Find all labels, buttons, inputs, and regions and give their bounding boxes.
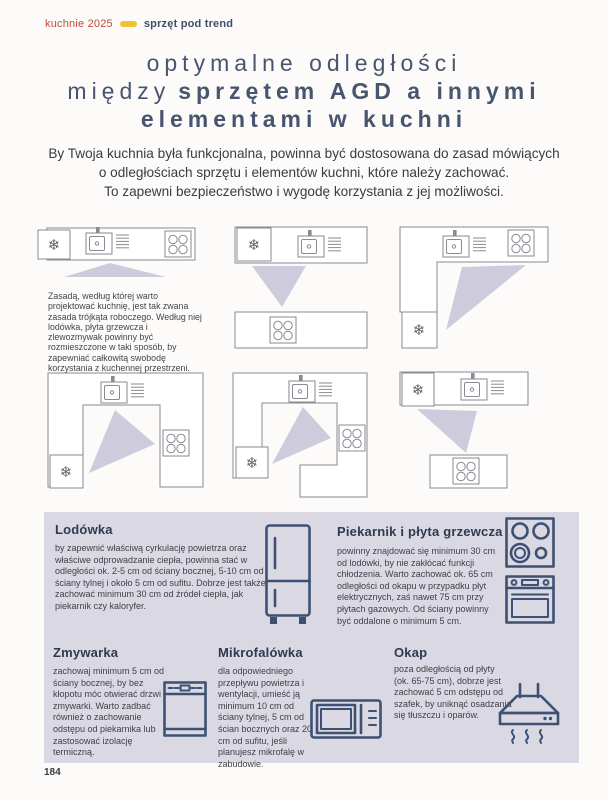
section-label: sprzęt pod trend [143,18,234,30]
diagram-l-shaped-kitchen [400,227,548,348]
fridge-symbol [50,455,83,488]
microwave-section-title: Mikrofalówka [218,645,303,660]
fridge-symbol [237,228,271,261]
microwave-icon [310,699,382,744]
title-line-2-bold: sprzętem AGD a innymi [178,78,541,104]
dishwasher-section-title: Zmywarka [53,645,119,660]
fridge-icon [265,524,311,631]
appliance-info-panel [44,512,579,769]
hob-icon [339,425,365,451]
hob-icon [270,317,296,343]
oven-hob-section-title: Piekarnik i płyta grzewcza [337,524,503,539]
page-number: 184 [44,767,61,778]
work-triangle [64,263,166,277]
fridge-symbol [38,230,70,259]
snowflake-icon: ❄ [59,463,73,481]
title-line-3: elementami w kuchni [140,106,468,132]
diagram-galley-kitchen [235,227,367,348]
diagram-single-wall-kitchen [38,227,195,277]
dishwasher-icon [163,681,207,744]
intro-paragraph [34,144,574,201]
hob-icon [163,430,189,456]
hood-section-text: poza odległością od płyty (ok. 65-75 cm), dobrze jest zachować 5 cm odstępu od szafek, by uniknąć osadzania się tłuszczu i oparów. [394,664,512,721]
hob-icon [508,230,534,256]
hob-icon [165,231,191,257]
dishwasher-section-text: zachowaj minimum 5 cm od ściany bocznej, by bez kłopotu móc otwierać drzwi zmywarki. Warto zadbać również o zachowanie odstępu od piekarnika lub zastosować izolację termiczną. [53,666,165,758]
snowflake-icon: ❄ [47,236,61,254]
diagram-u-shaped-kitchen [48,373,203,488]
work-triangle [446,265,526,330]
page-title [0,49,608,133]
snowflake-icon: ❄ [412,321,426,339]
diagram-island-kitchen [400,372,528,488]
intro-line-2: o odległościach sprzętu i elementów kuchni, które należy zachować. [98,165,510,180]
fridge-symbol [236,447,268,478]
hob-icon [453,458,479,484]
page-header [45,18,233,30]
oven-hob-section-text: powinny znajdować się minimum 30 cm od lodówki, by nie zakłócać funkcji chłodzenia. Warto zachować ok. 65 cm odległości od okapu w przypadku płyt elektrycznych, zaś nawet 75 cm przy płytach gazowych. Od ściany powinny być oddalone o minimum 5 cm. [337,546,496,626]
diagram-g-shaped-kitchen [233,373,367,497]
intro-line-3: To zapewni bezpieczeństwo i wygodę korzystania z jej możliwości. [104,184,504,199]
work-triangle [417,409,477,453]
snowflake-icon: ❄ [245,454,259,472]
hood-icon [498,682,560,749]
work-triangle [272,407,331,464]
work-triangle-note: Zasadą, według której warto projektować kuchnię, jest tak zwana zasada trójkąta roboczego. Według niej lodówka, płyta grzewcza i zlewozmywak powinny być rozmieszczone w taki sposób, by zapewniać całkowitą swobodę korzystania z kuchennej przestrzeni. [48,291,202,374]
microwave-section-text: dla odpowiedniego przepływu powietrza i wentylacji, umieść ją minimum 10 cm od ściany tylnej, 5 cm od ścian bocznych oraz 20 cm od sufitu, jeśli planujesz mikrofalę w zabudowie. [218,666,313,769]
title-line-2 [0,77,608,105]
snowflake-icon: ❄ [247,236,261,254]
brand-label: kuchnie 2025 [45,18,113,30]
fridge-section-title: Lodówka [55,522,113,537]
fridge-symbol [402,312,437,348]
title-line-2-light: między [67,78,171,104]
intro-line-1: By Twoja kuchnia była funkcjonalna, powinna być dostosowana do zasad mówiących [48,146,560,161]
work-triangle [89,410,155,473]
oven-icon [505,575,555,630]
fridge-symbol [402,373,434,406]
hob-icon [505,517,555,574]
hood-section-title: Okap [394,645,428,660]
work-triangle [252,266,306,307]
title-line-1: optymalne odległości [146,50,462,76]
yellow-dash-icon [120,21,137,27]
snowflake-icon: ❄ [411,381,425,399]
fridge-section-text: by zapewnić właściwą cyrkulację powietrza oraz właściwe odprowadzanie ciepła, powinna stać w odległości ok. 2-5 cm od ściany bocznej, 5-10 cm od ściany tylnej i około 5 cm od sufitu. Dobrze jest także zachować minimum 30 cm od źródeł ciepła, jak piekarnik czy kaloryfer. [55,543,266,611]
